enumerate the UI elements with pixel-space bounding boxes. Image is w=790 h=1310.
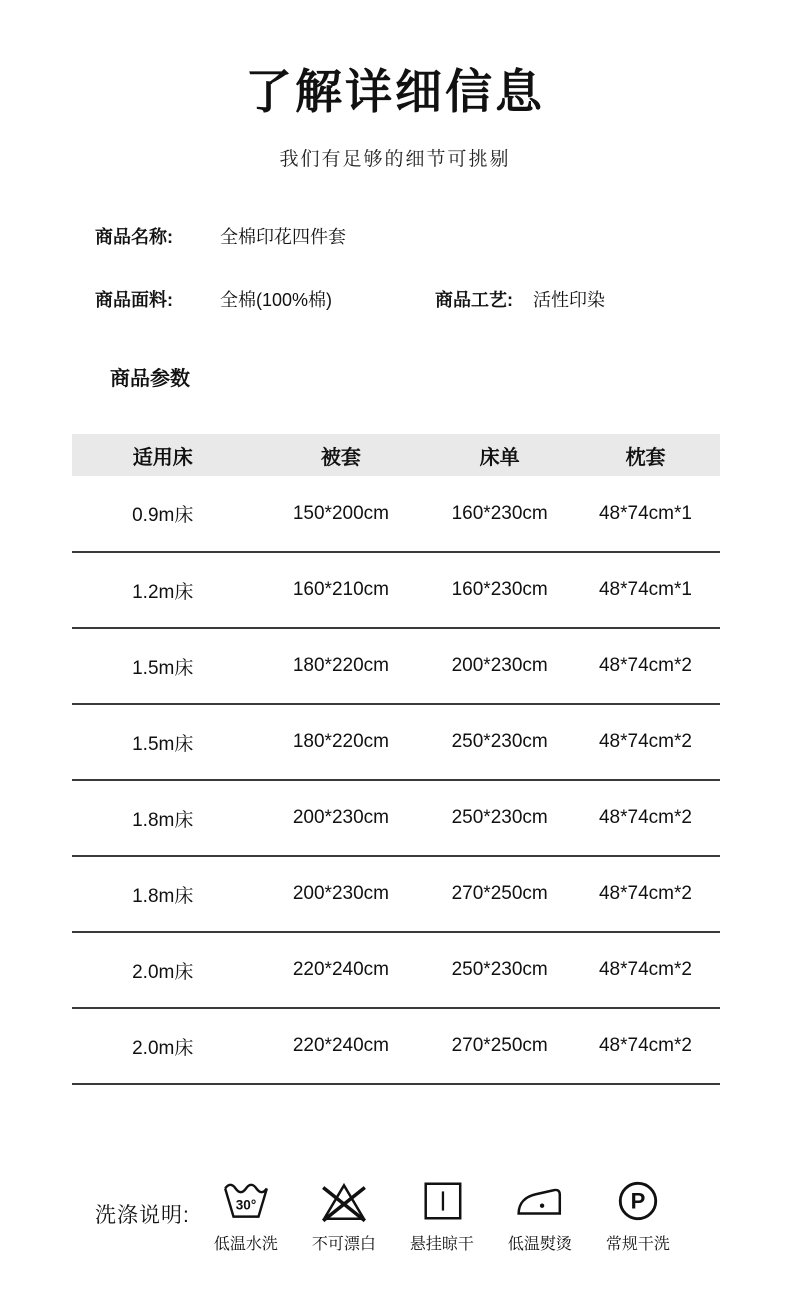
- page-subtitle: 我们有足够的细节可挑剔: [279, 149, 511, 170]
- care-caption: 悬挂晾干: [409, 1236, 474, 1253]
- cell-sheet: 250*230cm: [428, 932, 571, 1008]
- cell-sheet: 160*230cm: [428, 552, 571, 628]
- cell-bed: 2.0m床: [72, 932, 253, 1008]
- care-instructions-label: 洗涤说明:: [95, 1204, 190, 1227]
- care-item-no-bleach: [306, 1177, 382, 1254]
- cell-sheet: 160*230cm: [428, 476, 571, 552]
- cell-pillow: 48*74cm*2: [571, 856, 720, 932]
- cell-pillow: 48*74cm*2: [571, 1008, 720, 1084]
- table-row: [72, 1008, 720, 1084]
- cell-duvet: 220*240cm: [253, 1008, 428, 1084]
- cell-sheet: 200*230cm: [428, 628, 571, 704]
- spec-table: [72, 434, 720, 1085]
- cell-pillow: 48*74cm*2: [571, 704, 720, 780]
- page-title: 了解详细信息: [245, 65, 545, 118]
- cell-bed: 0.9m床: [72, 476, 253, 552]
- product-fabric-row: [95, 286, 790, 312]
- cell-bed: 1.8m床: [72, 780, 253, 856]
- care-item-iron: [502, 1177, 578, 1254]
- product-fabric-label: 商品面料:: [95, 290, 173, 310]
- product-fabric-value: 全棉(100%棉): [220, 290, 333, 310]
- cell-pillow: 48*74cm*1: [571, 476, 720, 552]
- spec-table-header-row: [72, 434, 720, 476]
- spec-col-sheet: 床单: [428, 434, 571, 476]
- cell-duvet: 180*220cm: [253, 704, 428, 780]
- cell-sheet: 270*250cm: [428, 1008, 571, 1084]
- cell-sheet: 250*230cm: [428, 704, 571, 780]
- wash-30-icon: [221, 1177, 271, 1225]
- no-bleach-icon: [319, 1177, 369, 1225]
- product-craft-label: 商品工艺:: [435, 290, 513, 310]
- cell-sheet: 270*250cm: [428, 856, 571, 932]
- cell-bed: 1.2m床: [72, 552, 253, 628]
- cell-duvet: 160*210cm: [253, 552, 428, 628]
- care-instructions-section: [95, 1177, 676, 1254]
- table-row: [72, 856, 720, 932]
- table-row: [72, 780, 720, 856]
- cell-bed: 1.8m床: [72, 856, 253, 932]
- cell-duvet: 180*220cm: [253, 628, 428, 704]
- cell-pillow: 48*74cm*1: [571, 552, 720, 628]
- spec-col-pillowcase: 枕套: [571, 434, 720, 476]
- table-row: [72, 628, 720, 704]
- cell-sheet: 250*230cm: [428, 780, 571, 856]
- cell-pillow: 48*74cm*2: [571, 628, 720, 704]
- dry-clean-icon: [615, 1177, 661, 1225]
- product-name-row: [95, 223, 790, 249]
- table-row: [72, 704, 720, 780]
- hang-dry-icon: [419, 1177, 465, 1225]
- cell-bed: 1.5m床: [72, 704, 253, 780]
- cell-duvet: 200*230cm: [253, 856, 428, 932]
- cell-duvet: 220*240cm: [253, 932, 428, 1008]
- care-caption: 低温熨烫: [507, 1236, 572, 1253]
- care-item-wash: [208, 1177, 284, 1254]
- cell-duvet: 200*230cm: [253, 780, 428, 856]
- svg-text:30°: 30°: [235, 1197, 257, 1213]
- care-caption: 低温水洗: [213, 1236, 278, 1253]
- care-caption: 常规干洗: [605, 1236, 670, 1253]
- product-info-block: [95, 223, 790, 312]
- care-items: [208, 1177, 676, 1254]
- product-craft-value: 活性印染: [533, 290, 605, 310]
- cell-bed: 1.5m床: [72, 628, 253, 704]
- cell-duvet: 150*200cm: [253, 476, 428, 552]
- care-item-hang-dry: [404, 1177, 480, 1254]
- iron-low-icon: [515, 1177, 565, 1225]
- table-row: [72, 552, 720, 628]
- svg-text:P: P: [630, 1188, 646, 1214]
- spec-section-title: 商品参数: [110, 368, 190, 390]
- cell-pillow: 48*74cm*2: [571, 932, 720, 1008]
- spec-col-duvet-cover: 被套: [253, 434, 428, 476]
- cell-bed: 2.0m床: [72, 1008, 253, 1084]
- table-row: [72, 932, 720, 1008]
- care-item-dry-clean: [600, 1177, 676, 1254]
- table-row: [72, 476, 720, 552]
- spec-col-bed: 适用床: [72, 434, 253, 476]
- product-name-value: 全棉印花四件套: [220, 227, 346, 247]
- care-caption: 不可漂白: [311, 1236, 376, 1253]
- product-name-label: 商品名称:: [95, 227, 173, 247]
- cell-pillow: 48*74cm*2: [571, 780, 720, 856]
